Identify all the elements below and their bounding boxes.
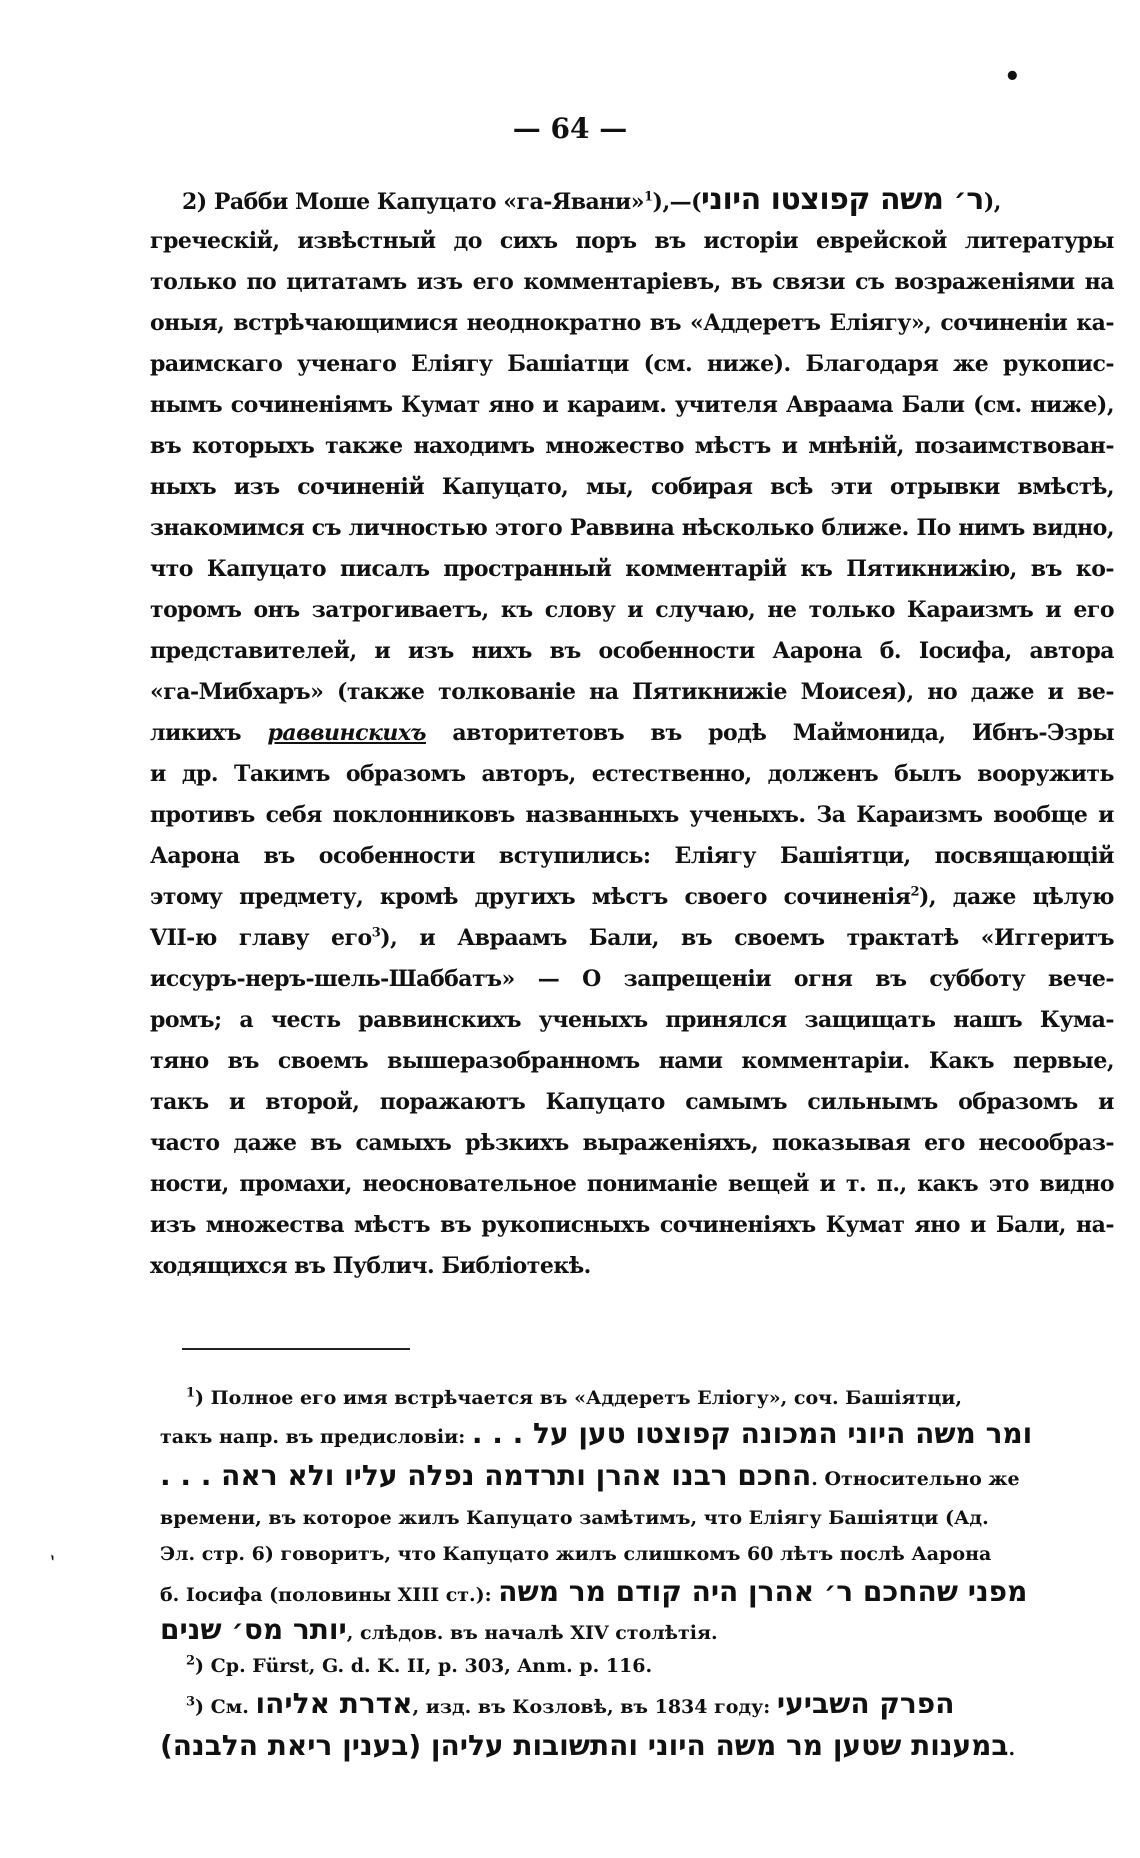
text-span: ), даже цѣлую [919,884,1114,910]
text-line: ности, промахи, неосновательное пониманіе вещей и т. п., какъ это видно [150,1171,1114,1197]
footnote-1-line [160,1416,1032,1452]
footnote-3-line [160,1728,1015,1764]
footnote-mark: 3 [186,1694,196,1710]
footnote-ref: 2 [910,884,920,900]
footnote-2-line: $^2$) Ср. Fürst, G. d. K. II, p. 303, Anm. p. 116. [186,1653,653,1677]
footnote-text: . Относительно же [811,1468,1020,1490]
text-line: оныя, встрѣчающимися неоднократно въ «Аддеретъ Еліягу», сочиненіи ка- [150,310,1114,336]
text-line [150,713,1114,753]
hebrew-title: אדרת אליהו [255,1687,413,1720]
footnote-1-line [160,1612,718,1648]
footnote-3-line: $^3$) См. אדרת אליהו, изд. въ Козловѣ, въ 1834 году: הפרק השביעי [186,1687,955,1720]
footnote-mark: 2 [186,1653,196,1669]
text-line: «га-Мибхаръ» (также толкованіе на Пятикнижіе Моисея), но даже и ве- [150,679,1114,705]
text-line: и др. Такимъ образомъ авторъ, естественно, долженъ былъ вооружить [150,761,1114,787]
text-line [150,877,1114,917]
footnote-ref: 3 [371,925,381,941]
footnote-text: Полное его имя встрѣчается въ «Аддеретъ Еліогу», соч. Башіятци, [210,1387,962,1409]
text-span: ликихъ [150,720,268,746]
text-line [182,180,1114,220]
text-line: представителей, и изъ нихъ въ особенности Аарона б. Іосифа, автора [150,638,1114,664]
footnote-text: , изд. въ Козловѣ, въ 1834 году: [412,1696,771,1718]
footnote-ref: 1 [643,189,653,205]
hebrew-name: ר׳ משה קפוצטו היוני [701,182,984,217]
text-line: только по цитатамъ изъ его комментаріевъ, въ связи съ возраженіями на [150,269,1114,295]
text-span: ), [983,189,1001,215]
text-span: ), и Авраамъ Бали, въ своемъ трактатѣ «Иггеритъ [380,925,1114,951]
hebrew-quote: מפני שהחכם ר׳ אהרן היה קודם מר משה [498,1575,1028,1608]
text-line: что Капуцато писалъ пространный комментарій къ Пятикнижію, въ ко- [150,556,1114,582]
text-line: такъ и второй, поражаютъ Капуцато самымъ сильнымъ образомъ и [150,1089,1114,1115]
footnote-text: См. [210,1696,249,1718]
emphasized-word: раввинскихъ [267,720,426,746]
speck-mark: • [1004,62,1021,92]
footnote-text: Ср. Fürst, G. d. K. II, p. 303, Anm. p. 116. [210,1655,653,1677]
text-line: знакомимся съ личностью этого Раввина нѣсколько ближе. По нимъ видно, [150,515,1114,541]
footnote-1-line [160,1458,1020,1494]
footnote-text: . [1008,1738,1016,1760]
text-line: въ которыхъ также находимъ множество мѣстъ и мнѣній, позаимствован- [150,433,1114,459]
text-line: часто даже въ самыхъ рѣзкихъ выраженіяхъ, показывая его несообраз- [150,1130,1114,1156]
footnote-1-line: $^1$) Полное его имя встрѣчается въ «Аддеретъ Еліогу», соч. Башіятци, [186,1385,962,1409]
speck-mark: ˋ [38,1551,60,1577]
footnote-text: б. Іосифа (половины XIII ст.): [160,1584,492,1606]
footnote-mark: 1 [186,1385,196,1401]
text-line: нымъ сочиненіямъ Кумат яно и караим. учителя Авраама Бали (см. ниже), [150,392,1114,418]
footnote-divider [182,1348,410,1350]
footnote-1-line [160,1574,1027,1610]
text-line: греческій, извѣстный до сихъ поръ въ исторіи еврейской литературы [150,228,1114,254]
text-line: тяно въ своемъ вышеразобранномъ нами комментаріи. Какъ первые, [150,1048,1114,1074]
text-span: этому предмету, кромѣ другихъ мѣстъ своего сочиненія [150,884,911,910]
text-line: изъ множества мѣстъ въ рукописныхъ сочиненіяхъ Кумат яно и Бали, на- [150,1212,1114,1238]
text-line: иссуръ-неръ-шель-Шаббатъ» — О запрещеніи огня въ субботу вече- [150,966,1114,992]
page-number: — 64 — [512,112,628,145]
text-line: торомъ онъ затрогиваетъ, къ слову и случаю, не только Караизмъ и его [150,597,1114,623]
text-line: ныхъ изъ сочиненій Капуцато, мы, собирая всѣ эти отрывки вмѣстѣ, [150,474,1114,500]
hebrew-quote: ומר משה היוני המכונה קפוצטו טען על . . . [471,1417,1033,1450]
hebrew-quote: במענות שטען מר משה היוני והתשובות עליהן (בענין ריאת הלבנה) [160,1729,1009,1762]
footnote-text: , слѣдов. въ началѣ XIV столѣтія. [346,1622,718,1644]
hebrew-quote: החכם רבנו אהרן ותרדמה נפלה עליו ולא ראה . . . [160,1459,812,1492]
text-span: 2) Рабби Моше Капуцато «га-Явани» [182,189,644,215]
hebrew-quote: הפרק השביעי [776,1687,955,1720]
text-line: ходящихся въ Публич. Библіотекѣ. [150,1253,591,1279]
text-span: авторитетовъ въ родѣ Маймонида, Ибнъ-Эзры [425,720,1115,746]
text-line: ромъ; а честь раввинскихъ ученыхъ принялся защищать нашъ Кума- [150,1007,1114,1033]
footnote-1-line: времени, въ которое жилъ Капуцато замѣтимъ, что Еліягу Башіятци (Ад. [160,1507,989,1529]
hebrew-quote: יותר מס׳ שנים [160,1613,347,1646]
text-span: ),—( [652,189,702,215]
text-line [150,918,1114,958]
footnote-text: такъ напр. въ предисловіи: [160,1426,466,1448]
text-line: Аарона въ особенности вступились: Еліягу Башіятци, посвящающій [150,843,1114,869]
footnote-1-line: Эл. стр. 6) говоритъ, что Капуцато жилъ слишкомъ 60 лѣтъ послѣ Аарона [160,1543,992,1565]
text-line: раимскаго ученаго Еліягу Башіатци (см. ниже). Благодаря же рукопис- [150,351,1114,377]
text-line: противъ себя поклонниковъ названныхъ ученыхъ. За Караизмъ вообще и [150,802,1114,828]
text-span: VII-ю главу его [150,925,372,951]
